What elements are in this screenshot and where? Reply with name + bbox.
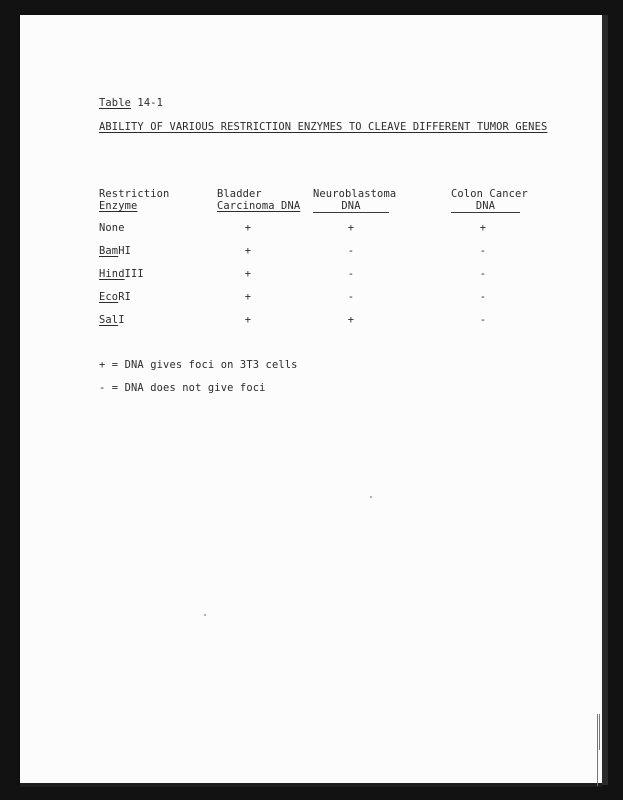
scan-speck <box>370 496 372 498</box>
legend-minus: - = DNA does not give foci <box>99 382 266 394</box>
table-row <box>99 291 131 303</box>
cell-colon: - <box>479 245 487 257</box>
table-number: 14-1 <box>131 97 164 109</box>
enzyme-name: RI <box>118 291 132 303</box>
cell-neuro: - <box>347 245 355 257</box>
enzyme-name-underlined: Eco <box>99 291 119 303</box>
cell-bladder: + <box>244 245 252 257</box>
enzyme-name: III <box>124 268 144 280</box>
header-colon-dna: DNA <box>475 200 496 212</box>
cell-bladder: + <box>244 314 252 326</box>
cell-neuro: + <box>347 314 355 326</box>
header-neuroblastoma: Neuroblastoma <box>313 188 397 200</box>
header-restriction: Restriction <box>99 188 170 200</box>
colon-header-underline <box>451 212 520 213</box>
table-row <box>99 245 131 257</box>
enzyme-name-underlined: Bam <box>99 245 119 257</box>
header-bladder: Bladder <box>217 188 262 200</box>
enzyme-name-underlined: Hind <box>99 268 125 280</box>
enzyme-name: I <box>118 314 125 326</box>
scan-speck <box>204 614 206 616</box>
header-carcinoma-dna: Carcinoma DNA <box>217 200 301 212</box>
neuro-header-underline <box>313 212 389 213</box>
table-row <box>99 314 125 326</box>
cell-neuro: - <box>347 268 355 280</box>
enzyme-name: None <box>99 222 125 234</box>
cell-colon: + <box>479 222 487 234</box>
header-colon-cancer: Colon Cancer <box>451 188 528 200</box>
table-row <box>99 268 144 280</box>
table-title: ABILITY OF VARIOUS RESTRICTION ENZYMES TO CLEAVE DIFFERENT TUMOR GENES <box>99 121 548 133</box>
table-row <box>99 222 125 234</box>
legend-plus: + = DNA gives foci on 3T3 cells <box>99 359 298 371</box>
cell-colon: - <box>479 314 487 326</box>
header-enzyme: Enzyme <box>99 200 138 212</box>
enzyme-name-underlined: Sal <box>99 314 119 326</box>
table-label <box>99 97 163 109</box>
cell-bladder: + <box>244 268 252 280</box>
enzyme-name: HI <box>118 245 132 257</box>
cell-neuro: + <box>347 222 355 234</box>
cell-bladder: + <box>244 222 252 234</box>
header-neuro-dna: DNA <box>341 200 361 212</box>
cell-colon: - <box>479 291 487 303</box>
cell-neuro: - <box>347 291 355 303</box>
table-label-word: Table <box>99 97 132 109</box>
cell-colon: - <box>479 268 487 280</box>
cell-bladder: + <box>244 291 252 303</box>
